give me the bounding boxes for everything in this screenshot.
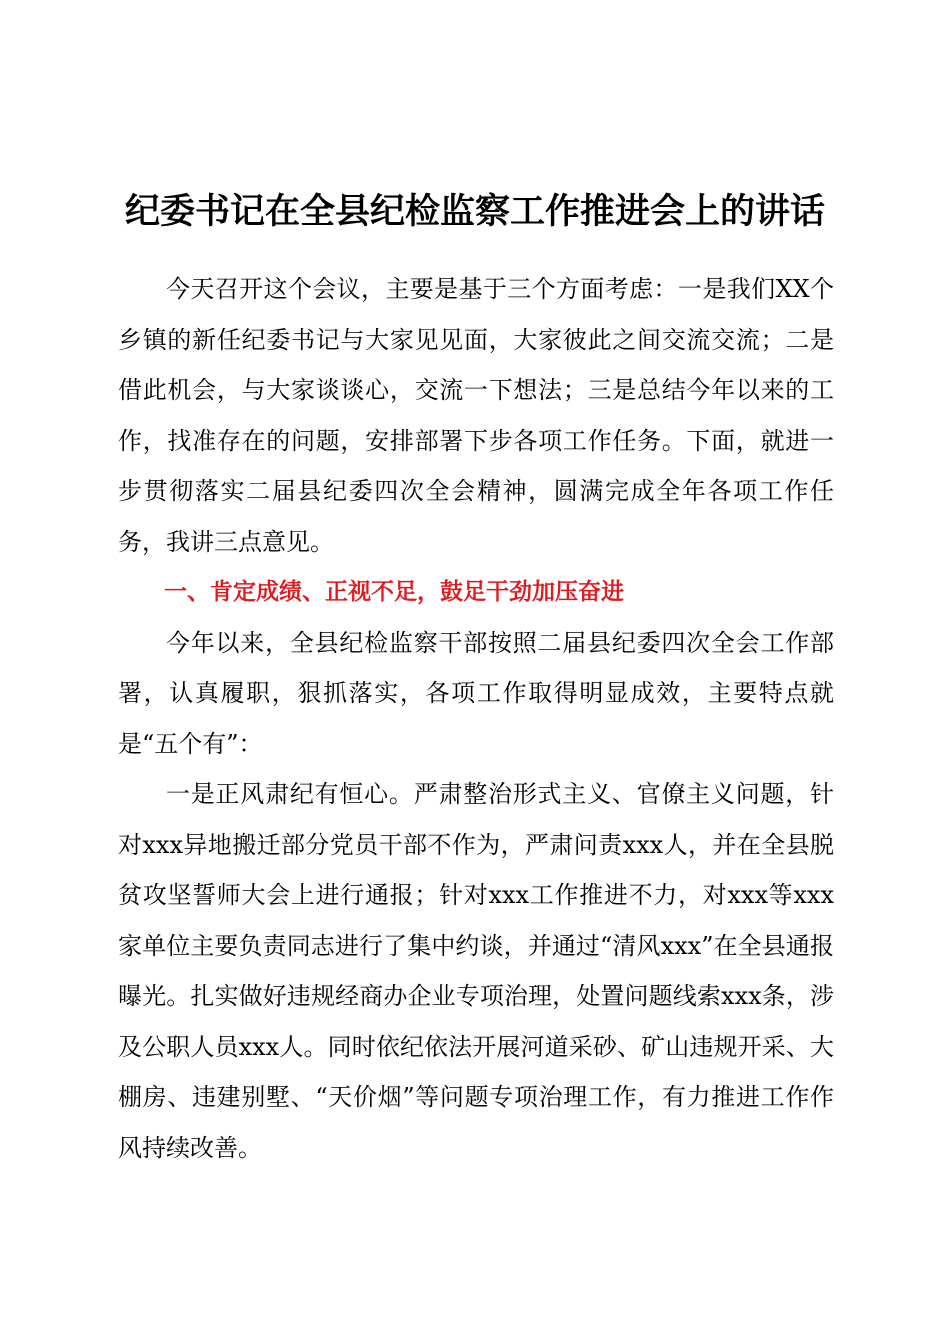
section-heading-1: 一、肯定成绩、正视不足，鼓足干劲加压奋进: [164, 579, 624, 605]
document-title: 纪委书记在全县纪检监察工作推进会上的讲话: [124, 191, 825, 232]
intro-paragraph: 今天召开这个会议，主要是基于三个方面考虑：一是我们XX个乡镇的新任纪委书记与大家见见面，大家彼此之间交流交流；二是借此机会，与大家谈谈心，交流一下想法；三是总结今年以来的工作，找准存在的问题，安排部署下步各项工作任务。下面，就进一步贯彻落实二届县纪委四次全会精神，圆满完成全年各项工作任务，我讲三点意见。: [118, 275, 834, 556]
section1-paragraph-1: 今年以来，全县纪检监察干部按照二届县纪委四次全会工作部署，认真履职，狠抓落实，各项工作取得明显成效，主要特点就是“五个有”：: [118, 628, 834, 758]
section1-paragraph-2: 一是正风肃纪有恒心。严肃整治形式主义、官僚主义问题，针对xxx异地搬迁部分党员干部不作为，严肃问责xxx人，并在全县脱贫攻坚誓师大会上进行通报；针对xxx工作推进不力，对xxx等xxx家单位主要负责同志进行了集中约谈，并通过“清风xxx”在全县通报曝光。扎实做好违规经商办企业专项治理，处置问题线索xxx条，涉及公职人员xxx人。同时依纪依法开展河道采砂、矿山违规开采、大棚房、违建别墅、“天价烟”等问题专项治理工作，有力推进工作作风持续改善。: [118, 780, 834, 1162]
document-body: [118, 264, 834, 1173]
